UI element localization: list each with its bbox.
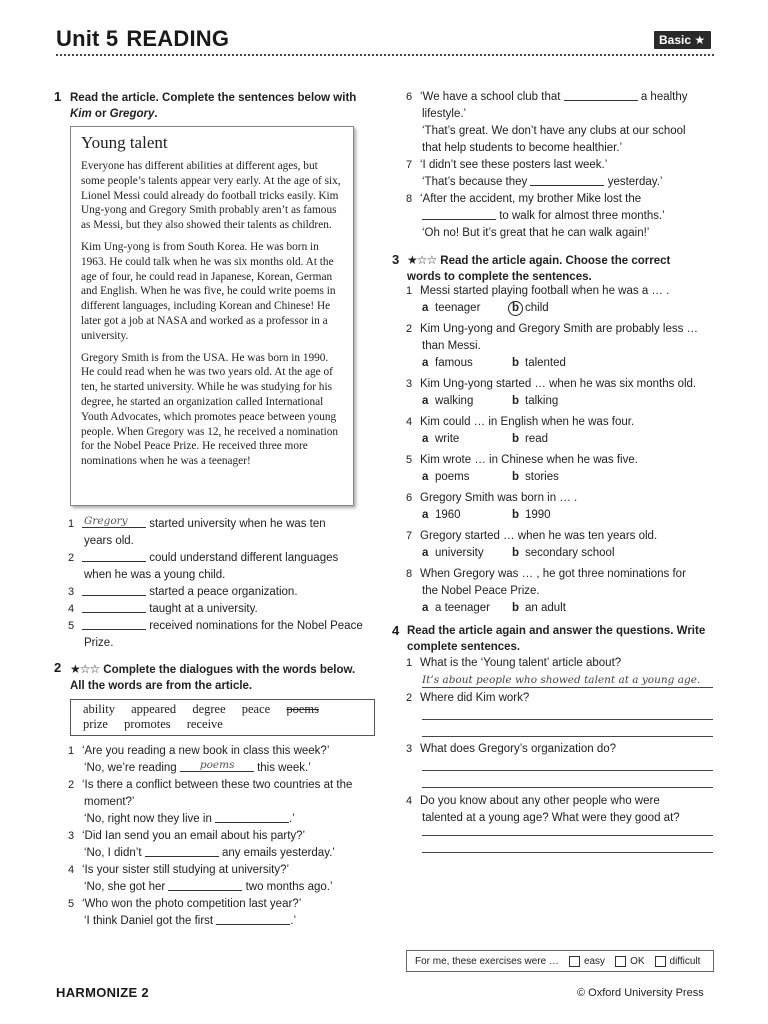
answer-blank[interactable] [215,811,289,823]
answer-blank[interactable] [530,174,604,186]
word-bank-item: promotes [124,717,171,731]
star-icon: ★ [694,33,706,47]
exercise-3-items: 1 Messi started playing football when he was a … . a teenager b child 2 Kim Ung-yong and Gregory Smith are probably less … than Messi. a famous b talented 3 Kim Ung-yong started … when he was six months old. a walking b talking 4 Kim could … in English when he was four. a write b read 5 Kim wrote … in Chinese when he was five. a poems b stories 6 Gregory Smith was born in … . a 1960 b 1990 7 Gregory started … when he was ten years old. a university b secondary school 8 When Gregory was … , he got three nominations for the Nobel Peace Prize. a a teenager b an adult [406,283,716,617]
exercise-3-instruction: ★☆☆ Read the article again. Choose the correct words to complete the sentences. [407,253,671,283]
answer-blank[interactable]: Gregory [82,516,146,528]
footer-level: 2 [141,985,149,1000]
difficulty-stars-icon: ★☆☆ [70,662,100,676]
page-title [56,26,229,52]
exercise-4-number: 4 [392,623,400,638]
option-a[interactable]: walking [435,395,474,407]
feedback-box: For me, these exercises were … easy OK difficult [406,950,714,972]
level-label: Basic [659,33,692,47]
option-b[interactable]: read [525,433,549,445]
article-box [70,126,354,506]
answer-blank[interactable] [82,584,146,596]
word-bank-item: degree [192,702,226,716]
option-a[interactable]: famous [435,357,473,369]
exercise-4-instruction: Read the article again and answer the questions. Write complete sentences. [407,625,706,653]
exercise-2-items-continued: 6 ‘We have a school club that a healthy lifestyle.’ ‘That’s great. We don’t have any clubs at our school that help students to become healthier.’ 7 ‘I didn’t see these posters last week.’ ‘That’s because they yesterday.’ 8 ‘After the accident, my brother Mike lost the to walk for almost three months.’ ‘Oh no! But it’s great that he can walk again!’ [406,91,688,239]
answer-blank[interactable] [82,618,146,630]
exercise-2-instruction: ★☆☆ Complete the dialogues with the words below. All the words are from the article. [70,662,356,692]
circled-answer: b [508,301,523,316]
option-a[interactable]: a teenager [435,602,490,614]
option-b[interactable]: an adult [525,602,566,614]
option-a[interactable]: university [435,547,484,559]
article-paragraph: Kim Ung-yong is from South Korea. He was born in 1963. He could talk when he was six months old. At the age of four, he could read in Japanese, Korean, German and English. When he was five, he could write poems in different languages, including Korean and Chinese! He later got a job at NASA and worked as a professor in a university. [81,240,336,342]
word-bank [70,699,375,736]
answer-blank[interactable] [422,208,496,220]
word-bank-item: prize [83,717,108,731]
word-bank-item: peace [241,702,271,716]
checkbox-easy[interactable] [569,956,580,967]
exercise-4-items: 1 What is the ‘Young talent’ article about? It’s about people who showed talent at a young age. 2 Where did Kim work? 3 What does Gregory’s organization do? 4 Do you know about any other people who were talented at a young age? What were they good at? [406,655,716,861]
footer-brand: HARMONIZE 2 [56,985,149,1000]
answer-line[interactable] [422,719,713,720]
answer-line[interactable] [422,835,713,836]
header-divider [56,54,714,56]
answer-line[interactable] [422,770,713,771]
option-a[interactable]: poems [435,471,470,483]
exercise-1-instruction: Read the article. Complete the sentences below with Kim or Gregory. [70,92,357,120]
article-title: Young talent [81,133,168,152]
section-label: READING [126,26,230,51]
option-b[interactable]: secondary school [525,547,615,559]
answer-line-filled[interactable]: It’s about people who showed talent at a young age. [406,672,716,688]
difficulty-stars-icon: ★☆☆ [407,253,437,267]
article-paragraph: Gregory Smith is from the USA. He was born in 1990. He could read when he was two years old. At the age of ten, he started university. While he was studying for his degree, he started an organization called International Youth Advocates, which promotes peace between young people. When Gregory was 12, he received a nomination for the Nobel Peace Prize. He received three more nominations when he was a teenager! [81,351,339,468]
checkbox-difficult[interactable] [655,956,666,967]
answer-blank[interactable] [564,89,638,101]
exercise-1-items: 1 Gregory started university when he was ten years old. 2 could understand different languages when he was a young child. 3 started a peace organization. 4 taught at a university. 5 received nominations for the Nobel Peace Prize. [68,515,363,649]
word-bank-item: receive [186,717,223,731]
article-paragraph: Everyone has different abilities at different ages, but some people’s talents appear very early. At the age of six, Lionel Messi could already do football tricks easily. Kim Ung-yong and Gregory Smith probably aren’t as famous as Messi, but they also showed their talents as children. [81,160,341,232]
word-bank-item-used: poems [286,702,319,716]
word-bank-item: ability [83,702,115,716]
answer-line[interactable] [422,736,713,737]
feedback-prompt: For me, these exercises were … [415,955,559,967]
level-badge [654,31,711,49]
footer-publisher: © Oxford University Press [577,987,704,999]
answer-blank[interactable] [82,601,146,613]
answer-blank[interactable] [216,913,290,925]
exercise-2-items: 1 ‘Are you reading a new book in class this week?’ ‘No, we’re reading poems this week.’ 2 ‘Is there a conflict between these two countries at the moment?’ ‘No, right now they live in .’ 3 ‘Did Ian send you an email about his party?’ ‘No, I didn’t any emails yesterday.’ 4 ‘Is your sister still studying at university?’ ‘No, she got her two months ago.’ 5 ‘Who won the photo competition last year?’ ‘I think Daniel got the first .’ [68,745,353,927]
option-a[interactable]: teenager [435,302,481,314]
checkbox-ok[interactable] [615,956,626,967]
answer-blank[interactable] [82,550,146,562]
unit-label: Unit 5 [56,26,119,51]
answer-blank[interactable] [145,845,219,857]
option-b[interactable]: talking [525,395,559,407]
answer-line[interactable] [422,787,713,788]
option-a[interactable]: write [435,433,460,445]
option-b[interactable]: talented [525,357,566,369]
answer-blank[interactable] [168,879,242,891]
answer-line[interactable] [422,852,713,853]
exercise-2-number: 2 [54,660,62,675]
option-b[interactable]: stories [525,471,559,483]
exercise-3-number: 3 [392,252,400,267]
word-bank-item: appeared [131,702,177,716]
answer-blank[interactable]: poems [180,760,254,772]
option-b[interactable]: 1990 [525,509,551,521]
option-b[interactable]: child [525,302,549,314]
exercise-1-number: 1 [54,89,62,104]
option-a[interactable]: 1960 [435,509,461,521]
